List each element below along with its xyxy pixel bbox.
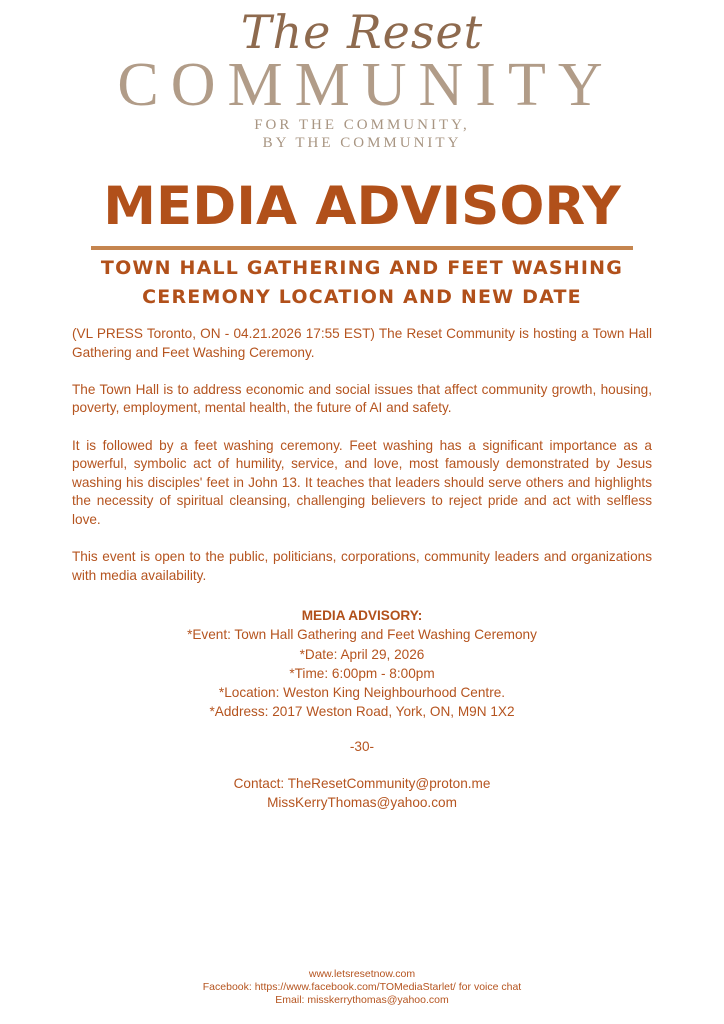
footer-email-link[interactable]: Email: misskerrythomas@yahoo.com — [275, 993, 449, 1006]
footer-website-link[interactable]: www.letsresetnow.com — [308, 968, 416, 980]
contact-email-primary[interactable]: Contact: TheResetCommunity@proton.me — [233, 776, 491, 791]
footer — [0, 968, 724, 1006]
subtitle-line2: CEREMONY LOCATION AND NEW DATE — [142, 286, 582, 308]
subtitle-line1: TOWN HALL GATHERING AND FEET WASHING — [100, 257, 624, 279]
logo-tagline — [0, 116, 724, 152]
logo-tagline-line1: FOR THE COMMUNITY, — [254, 117, 470, 133]
feet-washing-paragraph: It is followed by a feet washing ceremony. Feet washing has a significant importance as a powerful, symbolic act of humility, service, and love, most famously demonstrated by Jesus washing his disciples' feet in John 13. It teaches that leaders should serve others and highlights the necessity of spiritual cleansing, challenging believers to reject pride and act with selfless love. — [72, 437, 652, 527]
town-hall-paragraph: The Town Hall is to address economic and social issues that affect community growth, housing, poverty, employment, mental health, the future of AI and safety. — [72, 381, 652, 416]
audience-paragraph: This event is open to the public, politicians, corporations, community leaders and organizations with media availability. — [72, 549, 652, 583]
end-mark: -30- — [349, 739, 375, 754]
logo-tagline-line2: BY THE COMMUNITY — [262, 135, 462, 151]
advisory-title: MEDIA ADVISORY: — [301, 608, 423, 623]
intro-paragraph: (VL PRESS Toronto, ON - 04.21.2026 17:55 EST) The Reset Community is hosting a Town Hall Gathering and Feet Washing Ceremony. — [72, 326, 652, 360]
logo-script-text: The Reset — [240, 5, 484, 59]
advisory-location: *Location: Weston King Neighbourhood Centre. — [218, 685, 506, 701]
brand-logo — [0, 0, 724, 160]
advisory-time: *Time: 6:00pm - 8:00pm — [289, 665, 435, 681]
contact-block — [0, 775, 724, 812]
advisory-details — [72, 606, 652, 722]
advisory-event: *Event: Town Hall Gathering and Feet Washing Ceremony — [187, 627, 537, 643]
title-divider — [91, 246, 633, 250]
body-text — [72, 325, 652, 604]
advisory-address: *Address: 2017 Weston Road, York, ON, M9N 1X2 — [209, 704, 515, 720]
logo-community-word: COMMUNITY — [117, 51, 615, 119]
footer-facebook-link[interactable]: Facebook: https://www.facebook.com/TOMediaStarlet/ for voice chat — [202, 980, 522, 993]
contact-email-secondary[interactable]: MissKerryThomas@yahoo.com — [267, 794, 457, 810]
page-title: MEDIA ADVISORY — [103, 176, 621, 237]
page-subtitle — [40, 254, 684, 312]
advisory-date: *Date: April 29, 2026 — [299, 646, 425, 662]
